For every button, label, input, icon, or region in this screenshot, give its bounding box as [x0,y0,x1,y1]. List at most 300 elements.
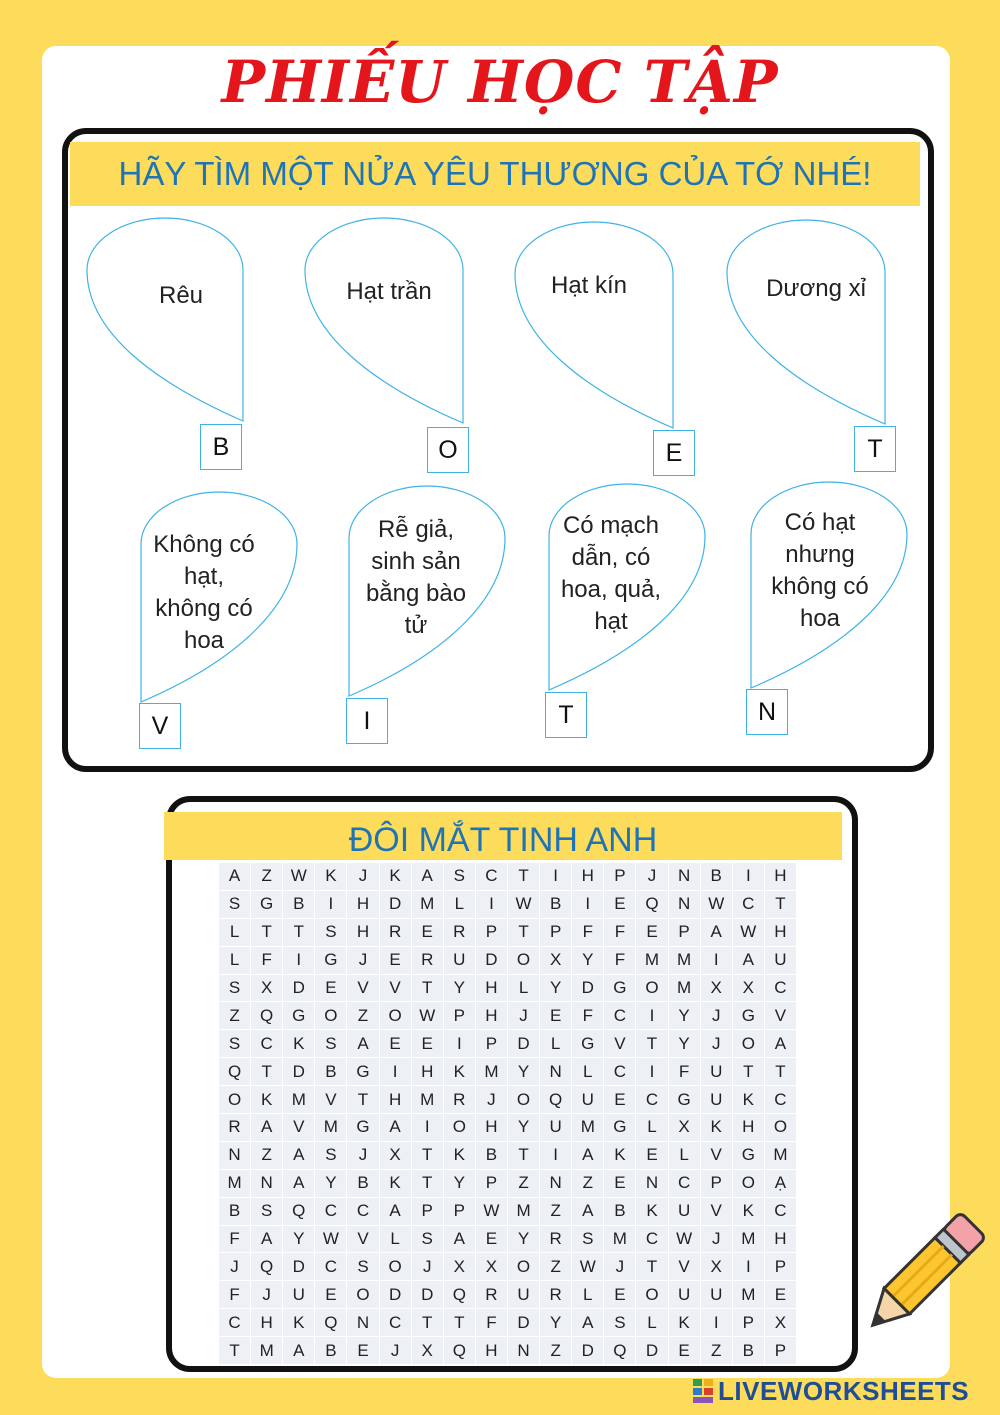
grid-cell[interactable]: B [347,1170,378,1197]
grid-cell[interactable]: W [572,1253,603,1280]
grid-cell[interactable]: A [380,1114,411,1141]
grid-cell[interactable]: B [283,891,314,918]
grid-cell[interactable]: I [315,891,346,918]
grid-cell[interactable]: S [251,1198,282,1225]
grid-cell[interactable]: S [347,1253,378,1280]
grid-cell[interactable]: A [572,1309,603,1336]
grid-cell[interactable]: G [733,1002,764,1029]
grid-cell[interactable]: Q [219,1058,250,1085]
grid-cell[interactable]: K [380,1170,411,1197]
grid-cell[interactable]: C [765,975,796,1002]
grid-cell[interactable]: C [765,1198,796,1225]
grid-cell[interactable]: E [540,1002,571,1029]
grid-cell[interactable]: J [701,1002,732,1029]
grid-cell[interactable]: B [701,863,732,890]
grid-cell[interactable]: H [476,1002,507,1029]
grid-cell[interactable]: H [765,919,796,946]
grid-cell[interactable]: L [219,919,250,946]
grid-cell[interactable]: M [251,1337,282,1364]
grid-cell[interactable]: Y [315,1170,346,1197]
grid-cell[interactable]: H [347,919,378,946]
grid-cell[interactable]: D [508,1030,539,1057]
grid-cell[interactable]: I [412,1114,443,1141]
grid-cell[interactable]: Y [283,1226,314,1253]
grid-cell[interactable]: Q [540,1086,571,1113]
grid-cell[interactable]: X [540,947,571,974]
grid-cell[interactable]: W [315,1226,346,1253]
grid-cell[interactable]: K [636,1198,667,1225]
grid-cell[interactable]: E [412,919,443,946]
grid-cell[interactable]: I [540,863,571,890]
grid-cell[interactable]: B [219,1198,250,1225]
grid-cell[interactable]: Z [347,1002,378,1029]
grid-cell[interactable]: C [347,1198,378,1225]
grid-cell[interactable]: Y [508,1226,539,1253]
grid-cell[interactable]: A [251,1114,282,1141]
grid-cell[interactable]: T [508,919,539,946]
grid-cell[interactable]: K [701,1114,732,1141]
grid-cell[interactable]: Z [540,1253,571,1280]
grid-cell[interactable]: J [412,1253,443,1280]
grid-cell[interactable]: B [733,1337,764,1364]
grid-cell[interactable]: K [669,1309,700,1336]
grid-cell[interactable]: F [219,1226,250,1253]
grid-cell[interactable]: I [636,1058,667,1085]
grid-cell[interactable]: V [315,1086,346,1113]
grid-cell[interactable]: C [219,1309,250,1336]
grid-cell[interactable]: E [604,1170,635,1197]
grid-cell[interactable]: T [636,1030,667,1057]
grid-cell[interactable]: Y [540,975,571,1002]
grid-cell[interactable]: J [701,1226,732,1253]
grid-cell[interactable]: L [572,1058,603,1085]
grid-cell[interactable]: T [636,1253,667,1280]
grid-cell[interactable]: H [251,1309,282,1336]
grid-cell[interactable]: P [765,1253,796,1280]
grid-cell[interactable]: F [572,1002,603,1029]
grid-cell[interactable]: R [476,1281,507,1308]
grid-cell[interactable]: Q [283,1198,314,1225]
grid-cell[interactable]: F [572,919,603,946]
grid-cell[interactable]: C [765,1086,796,1113]
grid-cell[interactable]: V [347,1226,378,1253]
grid-cell[interactable]: H [765,863,796,890]
grid-cell[interactable]: O [636,975,667,1002]
grid-cell[interactable]: D [636,1337,667,1364]
grid-cell[interactable]: Z [508,1170,539,1197]
grid-cell[interactable]: P [444,1002,475,1029]
grid-cell[interactable]: Y [540,1309,571,1336]
grid-cell[interactable]: D [283,975,314,1002]
grid-cell[interactable]: V [604,1030,635,1057]
grid-cell[interactable]: N [540,1170,571,1197]
grid-cell[interactable]: U [669,1198,700,1225]
grid-cell[interactable]: O [508,1086,539,1113]
grid-cell[interactable]: N [540,1058,571,1085]
grid-cell[interactable]: C [669,1170,700,1197]
grid-cell[interactable]: Q [251,1253,282,1280]
grid-cell[interactable]: I [733,863,764,890]
grid-cell[interactable]: H [476,1337,507,1364]
grid-cell[interactable]: X [765,1309,796,1336]
grid-cell[interactable]: M [572,1114,603,1141]
grid-cell[interactable]: A [765,1030,796,1057]
grid-cell[interactable]: W [669,1226,700,1253]
grid-cell[interactable]: Z [572,1170,603,1197]
grid-cell[interactable]: Ạ [765,1170,796,1197]
grid-cell[interactable]: P [444,1198,475,1225]
grid-cell[interactable]: H [476,1114,507,1141]
grid-cell[interactable]: A [347,1030,378,1057]
grid-cell[interactable]: A [572,1142,603,1169]
grid-cell[interactable]: H [412,1058,443,1085]
grid-cell[interactable]: D [572,1337,603,1364]
grid-cell[interactable]: I [733,1253,764,1280]
grid-cell[interactable]: N [669,863,700,890]
grid-cell[interactable]: S [315,1142,346,1169]
grid-cell[interactable]: I [380,1058,411,1085]
grid-cell[interactable]: L [219,947,250,974]
grid-cell[interactable]: P [476,1170,507,1197]
grid-cell[interactable]: G [572,1030,603,1057]
grid-cell[interactable]: S [412,1226,443,1253]
grid-cell[interactable]: X [733,975,764,1002]
grid-cell[interactable]: X [251,975,282,1002]
grid-cell[interactable]: R [412,947,443,974]
grid-cell[interactable]: A [444,1226,475,1253]
grid-cell[interactable]: M [315,1114,346,1141]
grid-cell[interactable]: U [540,1114,571,1141]
grid-cell[interactable]: K [604,1142,635,1169]
letter-box-e[interactable]: E [653,430,695,476]
grid-cell[interactable]: A [283,1337,314,1364]
grid-cell[interactable]: J [508,1002,539,1029]
grid-cell[interactable]: G [669,1086,700,1113]
grid-cell[interactable]: C [636,1086,667,1113]
grid-cell[interactable]: E [604,1281,635,1308]
grid-cell[interactable]: A [283,1170,314,1197]
letter-box-o[interactable]: O [427,427,469,473]
grid-cell[interactable]: O [347,1281,378,1308]
grid-cell[interactable]: H [572,863,603,890]
grid-cell[interactable]: U [701,1058,732,1085]
grid-cell[interactable]: J [347,947,378,974]
grid-cell[interactable]: C [604,1002,635,1029]
grid-cell[interactable]: E [669,1337,700,1364]
grid-cell[interactable]: S [572,1226,603,1253]
grid-cell[interactable]: Y [669,1030,700,1057]
grid-cell[interactable]: M [733,1281,764,1308]
grid-cell[interactable]: E [476,1226,507,1253]
grid-cell[interactable]: T [412,975,443,1002]
grid-cell[interactable]: J [701,1030,732,1057]
grid-cell[interactable]: J [347,863,378,890]
grid-cell[interactable]: P [412,1198,443,1225]
grid-cell[interactable]: T [283,919,314,946]
letter-box-t[interactable]: T [854,426,896,472]
grid-cell[interactable]: D [380,891,411,918]
grid-cell[interactable]: C [380,1309,411,1336]
grid-cell[interactable]: E [636,919,667,946]
grid-cell[interactable]: S [604,1309,635,1336]
grid-cell[interactable]: E [315,975,346,1002]
grid-cell[interactable]: E [347,1337,378,1364]
letter-box-i[interactable]: I [346,698,388,744]
grid-cell[interactable]: G [283,1002,314,1029]
grid-cell[interactable]: F [476,1309,507,1336]
grid-cell[interactable]: J [636,863,667,890]
grid-cell[interactable]: Y [508,1114,539,1141]
grid-cell[interactable]: D [572,975,603,1002]
grid-cell[interactable]: A [251,1226,282,1253]
grid-cell[interactable]: O [733,1170,764,1197]
grid-cell[interactable]: X [380,1142,411,1169]
grid-cell[interactable]: O [733,1030,764,1057]
grid-cell[interactable]: T [412,1170,443,1197]
grid-cell[interactable]: O [315,1002,346,1029]
grid-cell[interactable]: M [733,1226,764,1253]
grid-cell[interactable]: N [669,891,700,918]
grid-cell[interactable]: G [604,975,635,1002]
grid-cell[interactable]: L [669,1142,700,1169]
grid-cell[interactable]: X [476,1253,507,1280]
grid-cell[interactable]: O [219,1086,250,1113]
grid-cell[interactable]: W [508,891,539,918]
grid-cell[interactable]: U [444,947,475,974]
grid-cell[interactable]: L [572,1281,603,1308]
grid-cell[interactable]: M [508,1198,539,1225]
grid-cell[interactable]: N [251,1170,282,1197]
grid-cell[interactable]: E [380,1030,411,1057]
grid-cell[interactable]: X [701,975,732,1002]
grid-cell[interactable]: Q [251,1002,282,1029]
grid-cell[interactable]: O [508,947,539,974]
grid-cell[interactable]: B [476,1142,507,1169]
grid-cell[interactable]: E [412,1030,443,1057]
grid-cell[interactable]: L [540,1030,571,1057]
grid-cell[interactable]: W [733,919,764,946]
grid-cell[interactable]: V [701,1142,732,1169]
grid-cell[interactable]: X [701,1253,732,1280]
grid-cell[interactable]: K [283,1309,314,1336]
grid-cell[interactable]: E [380,947,411,974]
grid-cell[interactable]: E [604,891,635,918]
grid-cell[interactable]: K [444,1058,475,1085]
grid-cell[interactable]: V [347,975,378,1002]
grid-cell[interactable]: U [283,1281,314,1308]
grid-cell[interactable]: C [315,1253,346,1280]
grid-cell[interactable]: I [701,1309,732,1336]
grid-cell[interactable]: A [219,863,250,890]
grid-cell[interactable]: X [412,1337,443,1364]
grid-cell[interactable]: V [669,1253,700,1280]
grid-cell[interactable]: C [733,891,764,918]
grid-cell[interactable]: Q [315,1309,346,1336]
grid-cell[interactable]: Y [444,1170,475,1197]
grid-cell[interactable]: F [604,947,635,974]
grid-cell[interactable]: R [380,919,411,946]
grid-cell[interactable]: Z [540,1337,571,1364]
grid-cell[interactable]: Y [508,1058,539,1085]
grid-cell[interactable]: T [412,1309,443,1336]
grid-cell[interactable]: O [508,1253,539,1280]
grid-cell[interactable]: M [412,891,443,918]
grid-cell[interactable]: C [476,863,507,890]
grid-cell[interactable]: Q [636,891,667,918]
grid-cell[interactable]: M [669,975,700,1002]
grid-cell[interactable]: A [412,863,443,890]
grid-cell[interactable]: K [251,1086,282,1113]
letter-box-v[interactable]: V [139,703,181,749]
grid-cell[interactable]: P [733,1309,764,1336]
grid-cell[interactable]: U [572,1086,603,1113]
grid-cell[interactable]: P [669,919,700,946]
grid-cell[interactable]: H [476,975,507,1002]
grid-cell[interactable]: W [476,1198,507,1225]
grid-cell[interactable]: O [636,1281,667,1308]
grid-cell[interactable]: H [733,1114,764,1141]
grid-cell[interactable]: N [636,1170,667,1197]
grid-cell[interactable]: O [380,1002,411,1029]
grid-cell[interactable]: M [412,1086,443,1113]
grid-cell[interactable]: T [733,1058,764,1085]
grid-cell[interactable]: C [636,1226,667,1253]
grid-cell[interactable]: M [765,1142,796,1169]
grid-cell[interactable]: S [219,1030,250,1057]
grid-cell[interactable]: S [315,1030,346,1057]
grid-cell[interactable]: J [476,1086,507,1113]
grid-cell[interactable]: M [636,947,667,974]
grid-cell[interactable]: B [315,1058,346,1085]
grid-cell[interactable]: M [604,1226,635,1253]
grid-cell[interactable]: S [219,891,250,918]
grid-cell[interactable]: V [701,1198,732,1225]
grid-cell[interactable]: C [604,1058,635,1085]
grid-cell[interactable]: R [540,1281,571,1308]
grid-cell[interactable]: O [444,1114,475,1141]
grid-cell[interactable]: G [347,1114,378,1141]
grid-cell[interactable]: N [508,1337,539,1364]
grid-cell[interactable]: A [572,1198,603,1225]
grid-cell[interactable]: U [765,947,796,974]
grid-cell[interactable]: J [347,1142,378,1169]
grid-cell[interactable]: D [476,947,507,974]
grid-cell[interactable]: E [765,1281,796,1308]
grid-cell[interactable]: A [701,919,732,946]
grid-cell[interactable]: W [412,1002,443,1029]
grid-cell[interactable]: Z [540,1198,571,1225]
grid-cell[interactable]: Z [251,863,282,890]
grid-cell[interactable]: G [315,947,346,974]
grid-cell[interactable]: D [380,1281,411,1308]
grid-cell[interactable]: Z [219,1002,250,1029]
grid-cell[interactable]: V [380,975,411,1002]
grid-cell[interactable]: J [251,1281,282,1308]
grid-cell[interactable]: M [476,1058,507,1085]
grid-cell[interactable]: Q [444,1337,475,1364]
grid-cell[interactable]: P [540,919,571,946]
grid-cell[interactable]: F [604,919,635,946]
grid-cell[interactable]: C [251,1030,282,1057]
grid-cell[interactable]: L [444,891,475,918]
grid-cell[interactable]: E [315,1281,346,1308]
grid-cell[interactable]: I [283,947,314,974]
grid-cell[interactable]: H [380,1086,411,1113]
grid-cell[interactable]: G [251,891,282,918]
grid-cell[interactable]: L [636,1114,667,1141]
grid-cell[interactable]: T [251,1058,282,1085]
grid-cell[interactable]: B [604,1198,635,1225]
grid-cell[interactable]: N [347,1309,378,1336]
grid-cell[interactable]: R [444,919,475,946]
grid-cell[interactable]: W [283,863,314,890]
grid-cell[interactable]: K [315,863,346,890]
grid-cell[interactable]: I [444,1030,475,1057]
grid-cell[interactable]: M [283,1086,314,1113]
grid-cell[interactable]: E [604,1086,635,1113]
letter-box-t2[interactable]: T [545,692,587,738]
grid-cell[interactable]: Z [701,1337,732,1364]
grid-cell[interactable]: G [733,1142,764,1169]
grid-cell[interactable]: Y [669,1002,700,1029]
grid-cell[interactable]: I [572,891,603,918]
grid-cell[interactable]: K [283,1030,314,1057]
grid-cell[interactable]: Q [604,1337,635,1364]
grid-cell[interactable]: U [508,1281,539,1308]
grid-cell[interactable]: C [315,1198,346,1225]
grid-cell[interactable]: W [701,891,732,918]
grid-cell[interactable]: S [444,863,475,890]
grid-cell[interactable]: A [733,947,764,974]
grid-cell[interactable]: D [412,1281,443,1308]
grid-cell[interactable]: Z [251,1142,282,1169]
grid-cell[interactable]: P [476,919,507,946]
grid-cell[interactable]: Y [444,975,475,1002]
grid-cell[interactable]: J [380,1337,411,1364]
grid-cell[interactable]: O [765,1114,796,1141]
grid-cell[interactable]: P [476,1030,507,1057]
grid-cell[interactable]: V [283,1114,314,1141]
grid-cell[interactable]: I [636,1002,667,1029]
grid-cell[interactable]: H [347,891,378,918]
grid-cell[interactable]: D [283,1253,314,1280]
letter-box-b[interactable]: B [200,424,242,470]
grid-cell[interactable]: K [380,863,411,890]
grid-cell[interactable]: D [283,1058,314,1085]
grid-cell[interactable]: I [476,891,507,918]
grid-cell[interactable]: T [219,1337,250,1364]
grid-cell[interactable]: D [508,1309,539,1336]
grid-cell[interactable]: B [540,891,571,918]
grid-cell[interactable]: X [669,1114,700,1141]
grid-cell[interactable]: A [380,1198,411,1225]
grid-cell[interactable]: I [540,1142,571,1169]
grid-cell[interactable]: V [765,1002,796,1029]
grid-cell[interactable]: F [251,947,282,974]
grid-cell[interactable]: U [701,1086,732,1113]
grid-cell[interactable]: K [733,1198,764,1225]
grid-cell[interactable]: L [636,1309,667,1336]
grid-cell[interactable]: K [444,1142,475,1169]
grid-cell[interactable]: S [219,975,250,1002]
grid-cell[interactable]: M [219,1170,250,1197]
grid-cell[interactable]: S [315,919,346,946]
grid-cell[interactable]: F [219,1281,250,1308]
grid-cell[interactable]: Q [444,1281,475,1308]
grid-cell[interactable]: P [604,863,635,890]
grid-cell[interactable]: T [765,891,796,918]
grid-cell[interactable]: T [508,1142,539,1169]
